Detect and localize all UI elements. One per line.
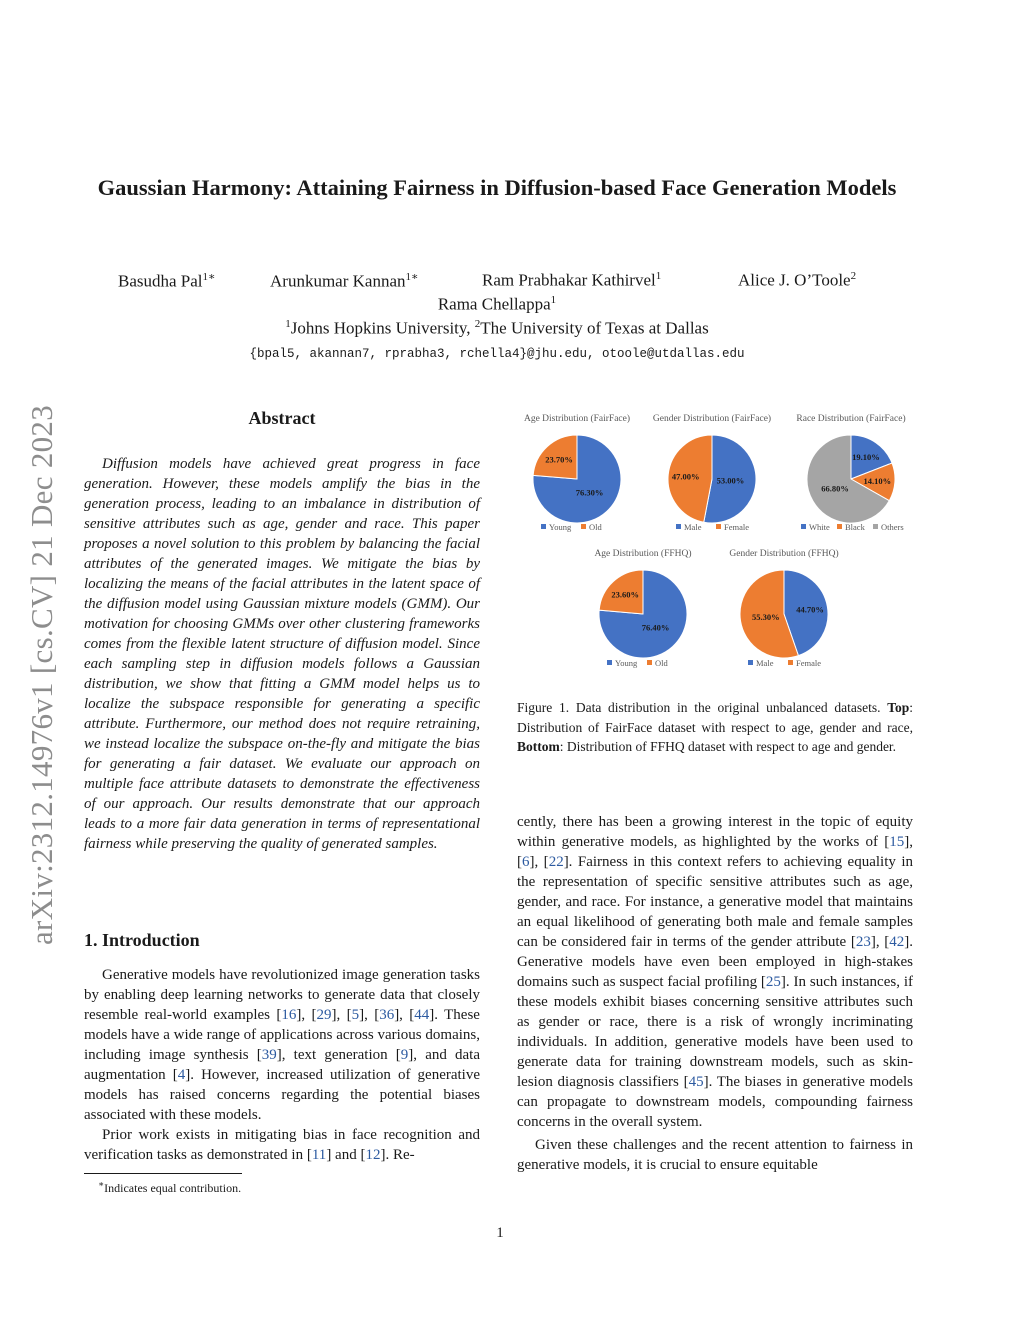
citation-link[interactable]: 15 — [889, 834, 905, 850]
legend-label: Young — [549, 522, 572, 532]
text-run: ]. The biases in generative models can propagate to downstream models, compounding fairness concerns in the overall system. — [517, 1074, 913, 1130]
intro-paragraph-2 — [84, 1125, 480, 1165]
legend-swatch — [607, 660, 612, 665]
affiliation-utd: The University of Texas at Dallas — [480, 318, 709, 338]
abstract-heading: Abstract — [248, 408, 316, 428]
caption-label: Figure 1. — [517, 700, 570, 715]
slice-label: 76.30% — [575, 487, 604, 498]
legend-label: Others — [881, 522, 904, 532]
figure-1-pie-charts — [508, 404, 923, 680]
text-run: Prior work exists in mitigating bias in face recognition and verification tasks as demonstrated in [ — [84, 1127, 480, 1163]
author-mark: 1∗ — [202, 271, 216, 283]
citation-link[interactable]: 25 — [765, 974, 781, 990]
text-run: ]. In such instances, if these models exhibit biases concerning sensitive attributes such as gender or race, there is a risk of wrongly incriminating individuals. In addition, generative models have been used to generate data for training downstream models, such as skin-lesion diagnosis classifiers [ — [517, 974, 913, 1090]
citation-link[interactable]: 9 — [400, 1047, 409, 1063]
legend-label: Young — [615, 658, 638, 668]
page-number: 1 — [496, 1225, 504, 1241]
affiliation-jhu: Johns Hopkins University, — [290, 318, 475, 338]
legend-label: Female — [796, 658, 822, 668]
citation-link[interactable]: 5 — [351, 1007, 360, 1023]
text-run: ] and [ — [326, 1147, 366, 1163]
right-paragraph-2: Given these challenges and the recent attention to fairness in generative models, it is crucial to ensure equitable — [517, 1137, 913, 1173]
legend-swatch — [541, 524, 546, 529]
text-run: ]. Generative models have even been employed in high-stakes domains such as suspect facial profiling [ — [517, 934, 913, 990]
footnote-divider — [84, 1173, 242, 1174]
author-name: Ram Prabhakar Kathirvel — [482, 270, 656, 290]
legend-label: White — [809, 522, 830, 532]
chart-title: Gender Distribution (FFHQ) — [729, 549, 839, 559]
text-run: ], text generation [ — [276, 1047, 401, 1063]
legend-label: Black — [845, 522, 865, 532]
caption-text: Data distribution in the original unbalanced datasets. — [569, 700, 888, 715]
caption-bold: Top — [887, 700, 910, 715]
chart-title: Age Distribution (FFHQ) — [594, 549, 692, 559]
footnote-mark: ∗ — [98, 1179, 105, 1189]
text-run: ], [ — [529, 854, 549, 870]
citation-link[interactable]: 39 — [261, 1047, 277, 1063]
slice-label: 47.00% — [671, 471, 700, 482]
affiliations — [100, 318, 894, 339]
citation-link[interactable]: 45 — [688, 1074, 704, 1090]
author-4 — [738, 270, 856, 291]
author-name: Arunkumar Kannan — [270, 271, 406, 291]
author-mark: 1 — [655, 270, 662, 282]
legend-swatch — [788, 660, 793, 665]
slice-label: 53.00% — [716, 475, 745, 486]
text-run: ]. Re- — [380, 1147, 415, 1163]
citation-link[interactable]: 36 — [379, 1007, 395, 1023]
author-5 — [100, 294, 894, 315]
chart-title: Race Distribution (FairFace) — [796, 414, 906, 424]
slice-label: 44.70% — [796, 604, 824, 615]
pie-chart — [594, 548, 691, 668]
chart-title: Age Distribution (FairFace) — [523, 414, 631, 424]
legend-label: Old — [655, 658, 668, 668]
author-name: Basudha Pal — [118, 271, 203, 291]
legend-swatch — [801, 524, 806, 529]
slice-label: 66.80% — [821, 483, 849, 494]
author-name: Alice J. O’Toole — [738, 270, 851, 290]
legend-label: Male — [684, 522, 702, 532]
citation-link[interactable]: 16 — [281, 1007, 297, 1023]
citation-link[interactable]: 42 — [889, 934, 905, 950]
caption-bold: Bottom — [517, 739, 560, 754]
legend-swatch — [716, 524, 721, 529]
chart-title: Gender Distribution (FairFace) — [652, 414, 772, 424]
caption-text: : Distribution of FairFace dataset with respect to age, gender and race, — [517, 700, 913, 735]
citation-link[interactable]: 44 — [414, 1007, 430, 1023]
right-paragraph-1 — [517, 812, 913, 1132]
legend-swatch — [837, 524, 842, 529]
text-run: ], [ — [517, 834, 913, 870]
arxiv-identifier: arXiv:2312.14976v1 [cs.CV] 21 Dec 2023 — [24, 404, 59, 945]
legend-swatch — [647, 660, 652, 665]
text-run: Generative models have revolutionized image generation tasks by enabling deep learning networks to generate data that closely resemble real-world examples [ — [84, 967, 480, 1023]
legend-label: Old — [589, 522, 602, 532]
author-2 — [270, 270, 418, 292]
right-column-body — [517, 812, 913, 1175]
legend-swatch — [873, 524, 878, 529]
pie-chart — [729, 548, 838, 668]
text-run: ], [ — [331, 1007, 352, 1023]
slice-label: 23.60% — [611, 589, 640, 600]
introduction-heading: 1. Introduction — [84, 930, 200, 950]
citation-link[interactable]: 29 — [316, 1007, 332, 1023]
paper-title: Gaussian Harmony: Attaining Fairness in Diffusion-based Face Generation Models — [97, 175, 897, 200]
abstract-paragraph: Diffusion models have achieved great progress in face generation. However, these models amplify the bias in the generation process, leading to an imbalance in distribution of sensitive attributes such as age, gender and race. This paper proposes a novel solution to this problem by balancing the facial attributes of the generated images. We mitigate the bias by localizing the means of the facial attributes in the latent space of the diffusion model using Gaussian mixture models (GMM). Our motivation for choosing GMMs over other clustering frameworks comes from the flexible latent structure of diffusion model. Since each sampling step in diffusion models follows a Gaussian distribution, we show that fitting a GMM model helps us to localize the subspace responsible for generating a specific attribute. Furthermore, our method does not require retraining, we instead localize the subspace on-the-fly and mitigate the bias for generating a fair dataset. We evaluate our approach on multiple face attribute datasets to demonstrate the effectiveness of our approach. Our results demonstrate that our approach leads to a more fair data generation in terms of representational fairness while preserving the quality of generated samples. — [84, 456, 480, 852]
legend-label: Female — [724, 522, 750, 532]
slice-label: 76.40% — [641, 622, 670, 633]
legend-swatch — [748, 660, 753, 665]
author-mark: 2 — [850, 270, 857, 282]
text-run: ], [ — [394, 1007, 415, 1023]
slice-label: 55.30% — [751, 612, 780, 623]
text-run: ], [ — [296, 1007, 317, 1023]
figure-caption — [517, 698, 913, 757]
text-run: ]. However, increased utilization of generative models has raised concerns regarding the potential biases associated with these models. — [84, 1067, 481, 1123]
intro-paragraph-1 — [84, 965, 480, 1125]
author-mark: 1 — [550, 294, 557, 306]
citation-link[interactable]: 11 — [311, 1147, 327, 1163]
slice-label: 19.10% — [852, 452, 880, 463]
citation-link[interactable]: 22 — [548, 854, 564, 870]
citation-link[interactable]: 23 — [855, 934, 871, 950]
footnote — [98, 1179, 241, 1196]
slice-label: 14.10% — [863, 475, 892, 486]
text-run: ]. These models have a wide range of applications across various domains, including image synthesis [ — [84, 1007, 480, 1063]
author-emails: {bpal5, akannan7, rprabha3, rchella4}@jhu.edu, otoole@utdallas.edu — [249, 347, 745, 361]
author-name: Rama Chellappa — [437, 294, 551, 314]
author-1 — [118, 270, 216, 292]
text-run: ], and data augmentation [ — [84, 1047, 480, 1083]
text-run: ], [ — [870, 934, 890, 950]
text-run: ]. Fairness in this context refers to achieving equality in the representation of specific sensitive attributes such as age, gender, and race. For instance, a generative model that maintains an equal likelihood of generating both male and female samples can be considered fair in terms of the gender attribute [ — [517, 854, 913, 950]
author-mark: 1∗ — [405, 271, 419, 283]
citation-link[interactable]: 12 — [365, 1147, 381, 1163]
caption-text: : Distribution of FFHQ dataset with respect to age and gender. — [559, 739, 897, 754]
author-3 — [482, 270, 661, 291]
introduction-body — [84, 965, 480, 1165]
citation-link[interactable]: 4 — [177, 1067, 186, 1083]
legend-swatch — [676, 524, 681, 529]
legend-swatch — [581, 524, 586, 529]
affiliation-mark: 2 — [474, 318, 481, 330]
footnote-text: Indicates equal contribution. — [104, 1181, 242, 1195]
pie-chart — [524, 413, 630, 532]
abstract-text — [84, 454, 480, 854]
text-run: ], [ — [359, 1007, 380, 1023]
slice-label: 23.70% — [545, 454, 573, 465]
citation-link[interactable]: 6 — [522, 854, 530, 870]
text-run: cently, there has been a growing interest in the topic of equity within generative models, as highlighted by the works of [ — [517, 814, 913, 850]
pie-chart — [653, 413, 771, 532]
affiliation-mark: 1 — [285, 318, 291, 330]
legend-label: Male — [756, 658, 774, 668]
pie-chart — [796, 413, 905, 532]
